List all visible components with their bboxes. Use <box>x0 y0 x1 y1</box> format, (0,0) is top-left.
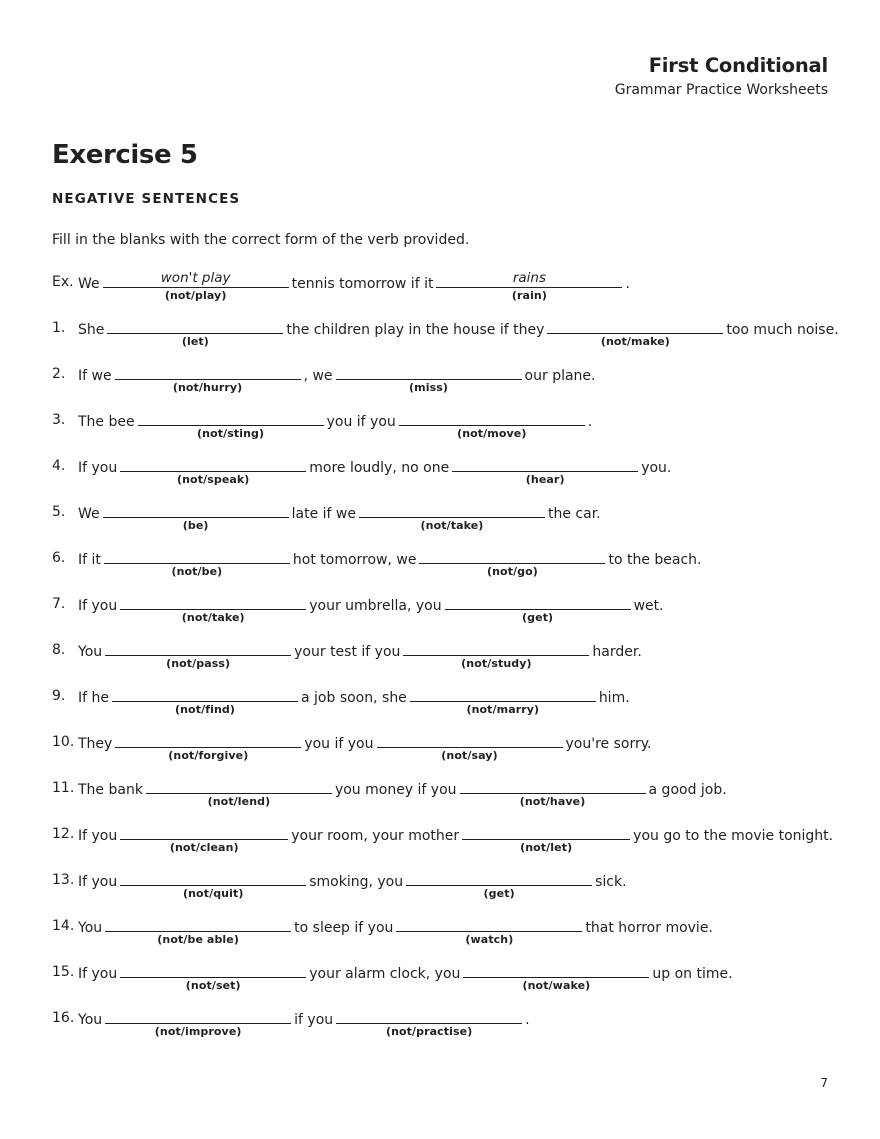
answer-blank[interactable] <box>460 778 646 808</box>
sentence-text: harder. <box>592 644 642 660</box>
answer-blank[interactable] <box>104 548 290 578</box>
item-number: 4. <box>52 458 66 474</box>
answer-blank[interactable] <box>120 870 306 900</box>
answer-blank[interactable] <box>138 410 324 440</box>
verb-hint: (not/say) <box>441 749 498 762</box>
answer-blank[interactable] <box>445 594 631 624</box>
verb-hint: (not/sting) <box>197 427 265 440</box>
sentence <box>78 502 601 532</box>
sentence-text: . <box>525 1012 530 1028</box>
answer-blank[interactable] <box>103 270 289 302</box>
answer-blank[interactable] <box>399 410 585 440</box>
item-number: 7. <box>52 596 66 612</box>
sentence <box>78 824 834 854</box>
answer-blank[interactable] <box>396 916 582 946</box>
sentence-text: If you <box>78 874 118 890</box>
answer-blank[interactable] <box>452 456 638 486</box>
item-number: 13. <box>52 872 75 888</box>
item-number: 6. <box>52 550 66 566</box>
document-header <box>615 52 828 100</box>
answer-blank[interactable] <box>146 778 332 808</box>
answer-blank[interactable] <box>112 686 298 716</box>
answer-blank[interactable] <box>419 548 605 578</box>
item-number: 2. <box>52 366 66 382</box>
verb-hint: (let) <box>181 335 209 348</box>
sentence-text: If you <box>78 598 118 614</box>
verb-hint: (not/be able) <box>157 933 239 946</box>
verb-hint: (not/be) <box>171 565 223 578</box>
sentence <box>78 870 627 900</box>
sentence <box>78 962 733 992</box>
sentence-text: late if we <box>291 506 356 522</box>
sentence <box>78 364 596 394</box>
item-number: 15. <box>52 964 75 980</box>
verb-hint: (not/study) <box>461 657 532 670</box>
verb-hint: (not/forgive) <box>168 749 249 762</box>
verb-hint: (not/find) <box>175 703 235 716</box>
sentence <box>78 594 664 624</box>
sentence-text: him. <box>598 690 630 706</box>
sentence-text: If you <box>78 828 118 844</box>
item-number: 12. <box>52 826 75 842</box>
sentence-text: They <box>78 736 113 752</box>
item-number: 9. <box>52 688 66 704</box>
item-number: Ex. <box>52 274 74 290</box>
verb-hint: (not/take) <box>181 611 245 624</box>
answer-blank[interactable] <box>406 870 592 900</box>
item-number: 10. <box>52 734 75 750</box>
answer-blank[interactable] <box>336 364 522 394</box>
answer-blank[interactable] <box>105 1008 291 1038</box>
verb-hint: (not/hurry) <box>172 381 243 394</box>
sentence-text: You <box>78 644 103 660</box>
answer-blank[interactable] <box>115 364 301 394</box>
sentence-text: more loudly, no one <box>309 460 450 476</box>
item-number: 1. <box>52 320 66 336</box>
verb-hint: (not/clean) <box>169 841 239 854</box>
verb-hint: (not/pass) <box>166 657 231 670</box>
section-title: NEGATIVE SENTENCES <box>52 191 241 207</box>
sentence-text: your test if you <box>294 644 401 660</box>
answer-blank[interactable] <box>105 916 291 946</box>
sentence-text: you go to the movie tonight. <box>633 828 834 844</box>
sentence-text: tennis tomorrow if it <box>291 276 434 292</box>
answer-blank[interactable] <box>403 640 589 670</box>
answer-blank[interactable] <box>336 1008 522 1038</box>
sentence <box>78 1008 530 1038</box>
page-number: 7 <box>820 1076 828 1090</box>
verb-hint: (rain) <box>511 289 547 302</box>
verb-hint: (be) <box>182 519 209 532</box>
sentence-text: to the beach. <box>608 552 702 568</box>
item-number: 5. <box>52 504 66 520</box>
verb-hint: (not/take) <box>420 519 484 532</box>
verb-hint: (not/make) <box>600 335 670 348</box>
sentence-text: . <box>587 414 593 430</box>
instructions: Fill in the blanks with the correct form of the verb provided. <box>52 232 470 248</box>
sentence <box>78 318 839 348</box>
sentence-text: your room, your mother <box>291 828 460 844</box>
sentence-text: , we <box>303 368 333 384</box>
sentence-text: If you <box>78 966 118 982</box>
sentence-text: She <box>78 322 105 338</box>
sentence-text: you. <box>641 460 672 476</box>
sentence-text: hot tomorrow, we <box>292 552 417 568</box>
sentence <box>78 410 593 440</box>
item-number: 14. <box>52 918 75 934</box>
sentence-text: wet. <box>633 598 664 614</box>
sentence-text: We <box>78 276 100 292</box>
sentence-text: sick. <box>595 874 627 890</box>
sentence-text: . <box>625 276 630 292</box>
answer-blank[interactable] <box>547 318 723 348</box>
verb-hint: (not/set) <box>185 979 241 992</box>
sentence-text: to sleep if you <box>294 920 394 936</box>
answer-blank[interactable] <box>462 824 630 854</box>
verb-hint: (watch) <box>465 933 514 946</box>
verb-hint: (not/play) <box>164 289 227 302</box>
answer-blank[interactable] <box>120 456 306 486</box>
sentence-text: the car. <box>548 506 601 522</box>
document-subtitle: Grammar Practice Worksheets <box>614 82 828 98</box>
sentence-text: you if you <box>326 414 396 430</box>
answer-blank[interactable] <box>120 962 306 992</box>
sentence-text: you're sorry. <box>565 736 652 752</box>
sentence-text: too much noise. <box>726 322 839 338</box>
answer-blank[interactable] <box>436 270 622 302</box>
verb-hint: (not/have) <box>519 795 586 808</box>
sentence-text: The bee <box>78 414 135 430</box>
answer-blank[interactable] <box>115 732 301 762</box>
verb-hint: (hear) <box>525 473 565 486</box>
sentence <box>78 548 702 578</box>
verb-hint: (not/improve) <box>154 1025 242 1038</box>
item-number: 3. <box>52 412 66 428</box>
sentence-text: The bank <box>78 782 143 798</box>
exercise-title: Exercise 5 <box>52 140 198 170</box>
verb-hint: (not/speak) <box>177 473 250 486</box>
answer-blank[interactable] <box>105 640 291 670</box>
example-answer: won't play <box>160 270 231 286</box>
answer-blank[interactable] <box>107 318 283 348</box>
sentence-text: that horror movie. <box>585 920 713 936</box>
answer-blank[interactable] <box>410 686 596 716</box>
sentence <box>78 916 713 946</box>
sentence-text: You <box>78 920 103 936</box>
sentence-text: a good job. <box>648 782 727 798</box>
sentence-text: a job soon, she <box>301 690 407 706</box>
item-number: 8. <box>52 642 66 658</box>
sentence-text: you if you <box>304 736 374 752</box>
sentence-text: You <box>78 1012 103 1028</box>
sentence-text: your umbrella, you <box>309 598 442 614</box>
sentence-text: If it <box>78 552 101 568</box>
sentence <box>78 732 652 762</box>
verb-hint: (miss) <box>409 381 449 394</box>
sentence-text: up on time. <box>652 966 733 982</box>
answer-blank[interactable] <box>120 594 306 624</box>
verb-hint: (not/wake) <box>522 979 591 992</box>
example-answer: rains <box>512 270 547 286</box>
sentence-text: the children play in the house if they <box>286 322 545 338</box>
sentence <box>78 778 727 808</box>
sentence <box>78 456 672 486</box>
verb-hint: (not/move) <box>457 427 527 440</box>
document-title: First Conditional <box>648 54 828 77</box>
verb-hint: (not/quit) <box>183 887 244 900</box>
item-number: 16. <box>52 1010 75 1026</box>
answer-blank[interactable] <box>120 824 288 854</box>
verb-hint: (not/lend) <box>207 795 271 808</box>
verb-hint: (get) <box>522 611 554 624</box>
sentence-text: If he <box>78 690 109 706</box>
sentence <box>78 270 630 302</box>
verb-hint: (get) <box>483 887 515 900</box>
sentence-text: If we <box>78 368 112 384</box>
sentence-text: if you <box>294 1012 334 1028</box>
sentence-text: you money if you <box>334 782 457 798</box>
verb-hint: (not/let) <box>520 841 573 854</box>
sentence-text: smoking, you <box>309 874 404 890</box>
sentence-text: If you <box>78 460 118 476</box>
sentence-text: We <box>78 506 100 522</box>
verb-hint: (not/go) <box>486 565 538 578</box>
sentence-text: your alarm clock, you <box>309 966 461 982</box>
answer-blank[interactable] <box>103 502 289 532</box>
verb-hint: (not/marry) <box>466 703 540 716</box>
item-number: 11. <box>52 780 75 796</box>
answer-blank[interactable] <box>463 962 649 992</box>
answer-blank[interactable] <box>377 732 563 762</box>
sentence <box>78 640 642 670</box>
verb-hint: (not/practise) <box>385 1025 473 1038</box>
sentence <box>78 686 630 716</box>
answer-blank[interactable] <box>359 502 545 532</box>
sentence-text: our plane. <box>524 368 596 384</box>
